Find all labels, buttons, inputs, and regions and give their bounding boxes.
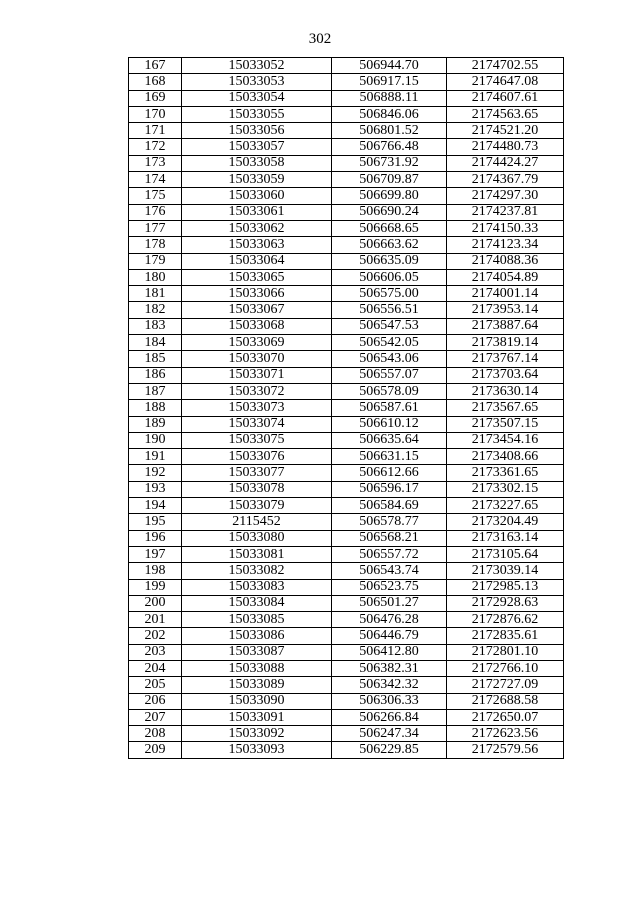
- row-number-cell: 197: [129, 546, 182, 562]
- x-coordinate-cell: 506668.65: [332, 220, 447, 236]
- x-coordinate-cell: 506266.84: [332, 709, 447, 725]
- x-coordinate-cell: 506635.09: [332, 253, 447, 269]
- x-coordinate-cell: 506578.09: [332, 383, 447, 399]
- x-coordinate-cell: 506587.61: [332, 400, 447, 416]
- row-number-cell: 199: [129, 579, 182, 595]
- x-coordinate-cell: 506606.05: [332, 269, 447, 285]
- y-coordinate-cell: 2173454.16: [447, 432, 564, 448]
- point-id-cell: 15033083: [182, 579, 332, 595]
- y-coordinate-cell: 2174123.34: [447, 237, 564, 253]
- y-coordinate-cell: 2173163.14: [447, 530, 564, 546]
- point-id-cell: 15033053: [182, 74, 332, 90]
- x-coordinate-cell: 506412.80: [332, 644, 447, 660]
- point-id-cell: 15033074: [182, 416, 332, 432]
- point-id-cell: 15033077: [182, 465, 332, 481]
- y-coordinate-cell: 2172801.10: [447, 644, 564, 660]
- table-row: [129, 693, 564, 709]
- row-number-cell: 180: [129, 269, 182, 285]
- point-id-cell: 15033087: [182, 644, 332, 660]
- row-number-cell: 169: [129, 90, 182, 106]
- point-id-cell: 15033055: [182, 106, 332, 122]
- table-row: [129, 628, 564, 644]
- x-coordinate-cell: 506612.66: [332, 465, 447, 481]
- point-id-cell: 15033081: [182, 546, 332, 562]
- y-coordinate-cell: 2172766.10: [447, 660, 564, 676]
- y-coordinate-cell: 2173361.65: [447, 465, 564, 481]
- y-coordinate-cell: 2173408.66: [447, 449, 564, 465]
- row-number-cell: 207: [129, 709, 182, 725]
- table-row: [129, 269, 564, 285]
- x-coordinate-cell: 506543.74: [332, 563, 447, 579]
- x-coordinate-cell: 506568.21: [332, 530, 447, 546]
- point-id-cell: 15033075: [182, 432, 332, 448]
- row-number-cell: 192: [129, 465, 182, 481]
- point-id-cell: 15033091: [182, 709, 332, 725]
- table-row: [129, 612, 564, 628]
- y-coordinate-cell: 2173039.14: [447, 563, 564, 579]
- table-row: [129, 677, 564, 693]
- row-number-cell: 209: [129, 742, 182, 758]
- table-row: [129, 188, 564, 204]
- y-coordinate-cell: 2173767.14: [447, 351, 564, 367]
- x-coordinate-cell: 506557.07: [332, 367, 447, 383]
- row-number-cell: 186: [129, 367, 182, 383]
- row-number-cell: 189: [129, 416, 182, 432]
- row-number-cell: 187: [129, 383, 182, 399]
- table-row: [129, 416, 564, 432]
- x-coordinate-cell: 506610.12: [332, 416, 447, 432]
- point-id-cell: 15033088: [182, 660, 332, 676]
- table-row: [129, 302, 564, 318]
- row-number-cell: 185: [129, 351, 182, 367]
- table-row: [129, 351, 564, 367]
- table-row: [129, 546, 564, 562]
- x-coordinate-cell: 506342.32: [332, 677, 447, 693]
- y-coordinate-cell: 2174237.81: [447, 204, 564, 220]
- point-id-cell: 15033092: [182, 726, 332, 742]
- table-row: [129, 726, 564, 742]
- y-coordinate-cell: 2172727.09: [447, 677, 564, 693]
- x-coordinate-cell: 506801.52: [332, 123, 447, 139]
- point-id-cell: 15033057: [182, 139, 332, 155]
- x-coordinate-cell: 506596.17: [332, 481, 447, 497]
- coordinates-table: [128, 57, 564, 759]
- y-coordinate-cell: 2174150.33: [447, 220, 564, 236]
- point-id-cell: 15033066: [182, 286, 332, 302]
- y-coordinate-cell: 2174521.20: [447, 123, 564, 139]
- table-row: [129, 400, 564, 416]
- row-number-cell: 177: [129, 220, 182, 236]
- table-row: [129, 530, 564, 546]
- y-coordinate-cell: 2172688.58: [447, 693, 564, 709]
- x-coordinate-cell: 506476.28: [332, 612, 447, 628]
- table-row: [129, 481, 564, 497]
- row-number-cell: 193: [129, 481, 182, 497]
- table-row: [129, 220, 564, 236]
- table-row: [129, 742, 564, 758]
- y-coordinate-cell: 2174480.73: [447, 139, 564, 155]
- point-id-cell: 15033086: [182, 628, 332, 644]
- table-row: [129, 172, 564, 188]
- y-coordinate-cell: 2173204.49: [447, 514, 564, 530]
- y-coordinate-cell: 2174367.79: [447, 172, 564, 188]
- x-coordinate-cell: 506631.15: [332, 449, 447, 465]
- table-row: [129, 644, 564, 660]
- y-coordinate-cell: 2173567.65: [447, 400, 564, 416]
- point-id-cell: 15033085: [182, 612, 332, 628]
- y-coordinate-cell: 2173507.15: [447, 416, 564, 432]
- y-coordinate-cell: 2173887.64: [447, 318, 564, 334]
- x-coordinate-cell: 506556.51: [332, 302, 447, 318]
- table-row: [129, 204, 564, 220]
- x-coordinate-cell: 506247.34: [332, 726, 447, 742]
- point-id-cell: 15033065: [182, 269, 332, 285]
- row-number-cell: 175: [129, 188, 182, 204]
- point-id-cell: 15033054: [182, 90, 332, 106]
- row-number-cell: 168: [129, 74, 182, 90]
- y-coordinate-cell: 2174001.14: [447, 286, 564, 302]
- point-id-cell: 15033069: [182, 335, 332, 351]
- y-coordinate-cell: 2172650.07: [447, 709, 564, 725]
- y-coordinate-cell: 2174702.55: [447, 58, 564, 74]
- y-coordinate-cell: 2174054.89: [447, 269, 564, 285]
- point-id-cell: 15033061: [182, 204, 332, 220]
- point-id-cell: 15033093: [182, 742, 332, 758]
- row-number-cell: 206: [129, 693, 182, 709]
- y-coordinate-cell: 2174297.30: [447, 188, 564, 204]
- row-number-cell: 208: [129, 726, 182, 742]
- y-coordinate-cell: 2174088.36: [447, 253, 564, 269]
- row-number-cell: 181: [129, 286, 182, 302]
- row-number-cell: 201: [129, 612, 182, 628]
- point-id-cell: 15033064: [182, 253, 332, 269]
- point-id-cell: 15033058: [182, 155, 332, 171]
- y-coordinate-cell: 2173227.65: [447, 498, 564, 514]
- point-id-cell: 15033084: [182, 595, 332, 611]
- row-number-cell: 190: [129, 432, 182, 448]
- x-coordinate-cell: 506663.62: [332, 237, 447, 253]
- table-row: [129, 237, 564, 253]
- point-id-cell: 15033067: [182, 302, 332, 318]
- x-coordinate-cell: 506944.70: [332, 58, 447, 74]
- x-coordinate-cell: 506229.85: [332, 742, 447, 758]
- row-number-cell: 178: [129, 237, 182, 253]
- table-row: [129, 335, 564, 351]
- table-row: [129, 465, 564, 481]
- y-coordinate-cell: 2173630.14: [447, 383, 564, 399]
- row-number-cell: 198: [129, 563, 182, 579]
- table-row: [129, 595, 564, 611]
- x-coordinate-cell: 506542.05: [332, 335, 447, 351]
- x-coordinate-cell: 506306.33: [332, 693, 447, 709]
- y-coordinate-cell: 2173105.64: [447, 546, 564, 562]
- row-number-cell: 184: [129, 335, 182, 351]
- point-id-cell: 15033076: [182, 449, 332, 465]
- point-id-cell: 15033082: [182, 563, 332, 579]
- table-row: [129, 563, 564, 579]
- row-number-cell: 182: [129, 302, 182, 318]
- row-number-cell: 200: [129, 595, 182, 611]
- x-coordinate-cell: 506543.06: [332, 351, 447, 367]
- y-coordinate-cell: 2172985.13: [447, 579, 564, 595]
- row-number-cell: 172: [129, 139, 182, 155]
- point-id-cell: 2115452: [182, 514, 332, 530]
- x-coordinate-cell: 506547.53: [332, 318, 447, 334]
- row-number-cell: 173: [129, 155, 182, 171]
- point-id-cell: 15033079: [182, 498, 332, 514]
- row-number-cell: 183: [129, 318, 182, 334]
- y-coordinate-cell: 2172623.56: [447, 726, 564, 742]
- row-number-cell: 167: [129, 58, 182, 74]
- point-id-cell: 15033062: [182, 220, 332, 236]
- table-row: [129, 155, 564, 171]
- y-coordinate-cell: 2172876.62: [447, 612, 564, 628]
- x-coordinate-cell: 506523.75: [332, 579, 447, 595]
- x-coordinate-cell: 506709.87: [332, 172, 447, 188]
- table-row: [129, 709, 564, 725]
- table-row: [129, 123, 564, 139]
- coordinates-table-body: [129, 58, 564, 759]
- point-id-cell: 15033068: [182, 318, 332, 334]
- point-id-cell: 15033056: [182, 123, 332, 139]
- row-number-cell: 191: [129, 449, 182, 465]
- table-row: [129, 367, 564, 383]
- point-id-cell: 15033060: [182, 188, 332, 204]
- y-coordinate-cell: 2174647.08: [447, 74, 564, 90]
- point-id-cell: 15033089: [182, 677, 332, 693]
- y-coordinate-cell: 2174607.61: [447, 90, 564, 106]
- table-row: [129, 498, 564, 514]
- x-coordinate-cell: 506766.48: [332, 139, 447, 155]
- point-id-cell: 15033080: [182, 530, 332, 546]
- table-row: [129, 286, 564, 302]
- table-row: [129, 514, 564, 530]
- x-coordinate-cell: 506575.00: [332, 286, 447, 302]
- y-coordinate-cell: 2172579.56: [447, 742, 564, 758]
- point-id-cell: 15033059: [182, 172, 332, 188]
- x-coordinate-cell: 506917.15: [332, 74, 447, 90]
- point-id-cell: 15033078: [182, 481, 332, 497]
- point-id-cell: 15033073: [182, 400, 332, 416]
- table-row: [129, 106, 564, 122]
- x-coordinate-cell: 506699.80: [332, 188, 447, 204]
- point-id-cell: 15033070: [182, 351, 332, 367]
- point-id-cell: 15033052: [182, 58, 332, 74]
- y-coordinate-cell: 2174563.65: [447, 106, 564, 122]
- y-coordinate-cell: 2173302.15: [447, 481, 564, 497]
- point-id-cell: 15033063: [182, 237, 332, 253]
- x-coordinate-cell: 506888.11: [332, 90, 447, 106]
- x-coordinate-cell: 506557.72: [332, 546, 447, 562]
- y-coordinate-cell: 2172928.63: [447, 595, 564, 611]
- table-row: [129, 660, 564, 676]
- x-coordinate-cell: 506635.64: [332, 432, 447, 448]
- table-row: [129, 432, 564, 448]
- x-coordinate-cell: 506846.06: [332, 106, 447, 122]
- table-row: [129, 253, 564, 269]
- row-number-cell: 202: [129, 628, 182, 644]
- x-coordinate-cell: 506584.69: [332, 498, 447, 514]
- row-number-cell: 204: [129, 660, 182, 676]
- point-id-cell: 15033072: [182, 383, 332, 399]
- row-number-cell: 196: [129, 530, 182, 546]
- row-number-cell: 203: [129, 644, 182, 660]
- x-coordinate-cell: 506501.27: [332, 595, 447, 611]
- x-coordinate-cell: 506690.24: [332, 204, 447, 220]
- row-number-cell: 176: [129, 204, 182, 220]
- table-row: [129, 318, 564, 334]
- x-coordinate-cell: 506578.77: [332, 514, 447, 530]
- table-row: [129, 449, 564, 465]
- row-number-cell: 170: [129, 106, 182, 122]
- row-number-cell: 195: [129, 514, 182, 530]
- point-id-cell: 15033071: [182, 367, 332, 383]
- y-coordinate-cell: 2174424.27: [447, 155, 564, 171]
- y-coordinate-cell: 2173703.64: [447, 367, 564, 383]
- x-coordinate-cell: 506731.92: [332, 155, 447, 171]
- row-number-cell: 179: [129, 253, 182, 269]
- y-coordinate-cell: 2173819.14: [447, 335, 564, 351]
- y-coordinate-cell: 2172835.61: [447, 628, 564, 644]
- page-number: 302: [308, 31, 332, 47]
- table-row: [129, 383, 564, 399]
- point-id-cell: 15033090: [182, 693, 332, 709]
- row-number-cell: 194: [129, 498, 182, 514]
- table-row: [129, 579, 564, 595]
- row-number-cell: 174: [129, 172, 182, 188]
- row-number-cell: 205: [129, 677, 182, 693]
- row-number-cell: 171: [129, 123, 182, 139]
- table-row: [129, 58, 564, 74]
- row-number-cell: 188: [129, 400, 182, 416]
- table-row: [129, 74, 564, 90]
- table-row: [129, 90, 564, 106]
- x-coordinate-cell: 506446.79: [332, 628, 447, 644]
- x-coordinate-cell: 506382.31: [332, 660, 447, 676]
- table-row: [129, 139, 564, 155]
- y-coordinate-cell: 2173953.14: [447, 302, 564, 318]
